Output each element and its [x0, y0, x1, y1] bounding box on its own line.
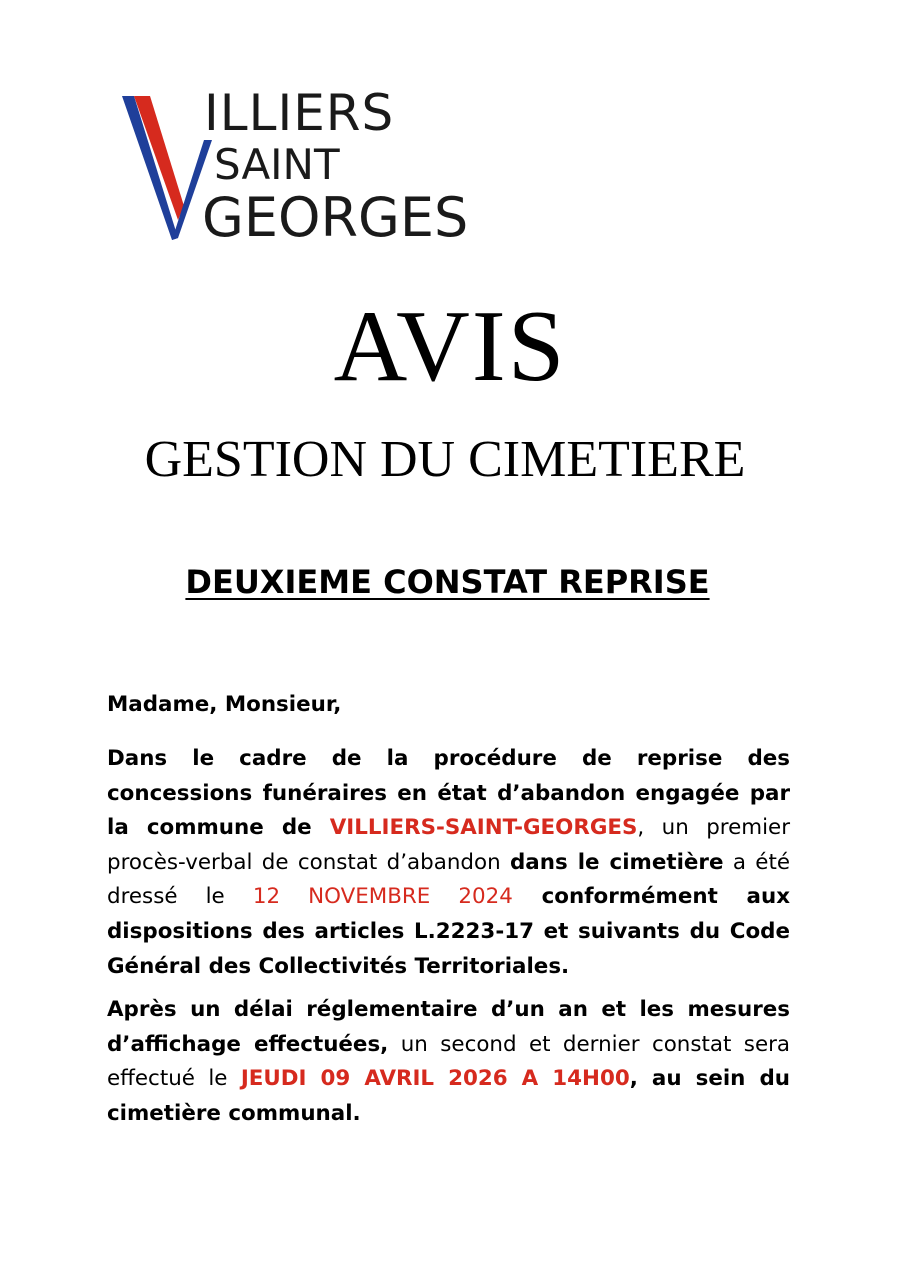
paragraph-1 — [107, 742, 790, 984]
logo-line-3: GEORGES — [202, 186, 469, 249]
p2-segment-2: un second et dernier constat sera effectué le — [107, 1031, 791, 1092]
p2-segment-3: , au sein du cimetière communal. — [107, 1066, 790, 1126]
town-logo — [120, 84, 469, 249]
p1-segment-5: conformément aux dispositions des articles L.2223-17 et suivants du Code Général des Collectivités Territoriales. — [107, 884, 791, 979]
p2-segment-1: Après un délai réglementaire d’un an et les mesures d’affichage effectuées, — [107, 997, 790, 1057]
notice-heading-text: DEUXIEME CONSTAT REPRISE — [185, 563, 710, 601]
p1-segment-3: dans le cimetière — [509, 849, 724, 875]
p1-segment-4: a été dressé le — [107, 849, 790, 910]
second-constat-date: JEUDI 09 AVRIL 2026 A 14H00 — [240, 1066, 630, 1092]
commune-name: VILLIERS-SAINT-GEORGES — [329, 815, 638, 841]
notice-heading — [0, 563, 895, 601]
notice-title: AVIS — [333, 290, 567, 403]
salutation: Madame, Monsieur, — [107, 692, 342, 717]
logo-line-1: ILLIERS — [204, 84, 395, 142]
p1-segment-1: Dans le cadre de la procédure de reprise des concessions funéraires en état d’abandon engagée par la commune de — [107, 746, 790, 841]
logo-line-2: SAINT — [214, 140, 340, 189]
first-constat-date: 12 NOVEMBRE 2024 — [252, 884, 513, 910]
notice-subtitle: GESTION DU CIMETIERE — [144, 431, 746, 488]
paragraph-2 — [107, 993, 790, 1131]
p1-segment-2: , un premier procès-verbal de constat d’abandon — [107, 815, 790, 875]
